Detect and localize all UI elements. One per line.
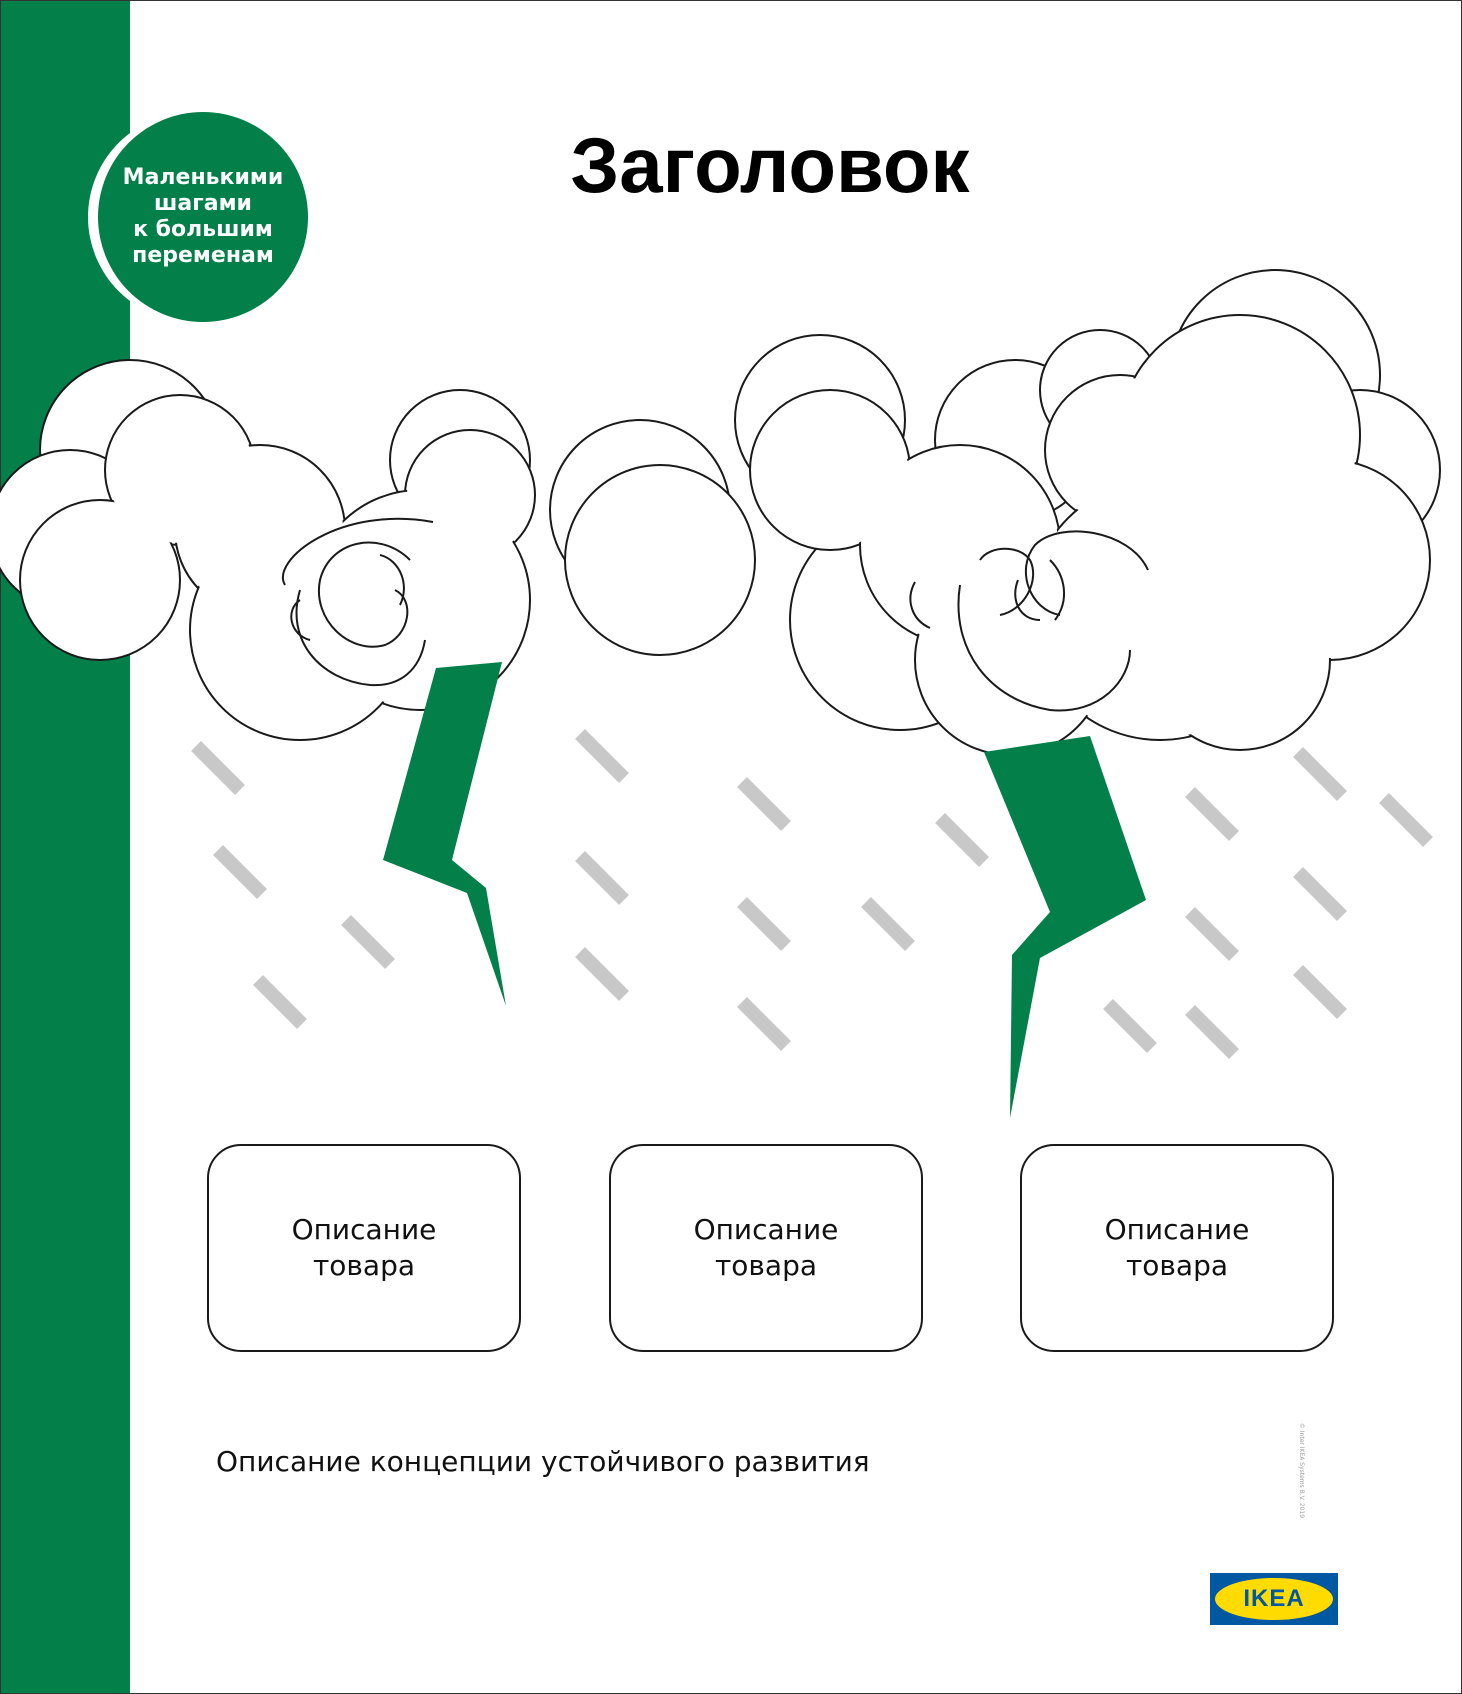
ikea-logo xyxy=(1210,1573,1338,1625)
rain-drop-icon xyxy=(1384,798,1428,842)
copyright-notice xyxy=(1298,1415,1306,1525)
lightning-bolt-icon xyxy=(383,662,506,1006)
rain-drop-icon xyxy=(580,856,624,900)
rain-drop-icon xyxy=(866,902,910,946)
rain-drops xyxy=(196,734,1428,1054)
page-title: Заголовок xyxy=(570,121,970,209)
rain-drop-icon xyxy=(580,734,624,778)
rain-drop-icon xyxy=(742,782,786,826)
copyright-text: © Inter IKEA Systems B.V. 2019 xyxy=(1298,1422,1306,1518)
product-description-label: Описание товара xyxy=(693,1213,839,1282)
product-description-box-1 xyxy=(207,1144,521,1352)
lightning-bolt-icon xyxy=(984,736,1146,1118)
product-description-label: Описание товара xyxy=(291,1213,437,1282)
product-description-box-3 xyxy=(1020,1144,1334,1352)
rain-drop-icon xyxy=(1298,970,1342,1014)
rain-drop-icon xyxy=(742,1002,786,1046)
rain-drop-icon xyxy=(196,746,240,790)
rain-drop-icon xyxy=(346,920,390,964)
rain-drop-icon xyxy=(1298,752,1342,796)
rain-drop-icon xyxy=(1108,1004,1152,1048)
slogan-badge xyxy=(98,112,308,322)
rain-drop-icon xyxy=(258,980,302,1024)
logo-oval xyxy=(1215,1578,1333,1620)
product-description-box-2 xyxy=(609,1144,923,1352)
rain-drop-icon xyxy=(742,902,786,946)
rain-drop-icon xyxy=(1190,912,1234,956)
rain-drop-icon xyxy=(940,818,984,862)
rain-drop-icon xyxy=(1298,872,1342,916)
rain-drop-icon xyxy=(580,952,624,996)
sustainability-concept-text: Описание концепции устойчивого развития xyxy=(216,1445,870,1478)
rain-drop-icon xyxy=(1190,1010,1234,1054)
slogan-text: Маленькими шагами к большим переменам xyxy=(122,165,284,268)
logo-text: IKEA xyxy=(1243,1585,1305,1612)
product-description-label: Описание товара xyxy=(1104,1213,1250,1282)
cloud-body xyxy=(22,317,1428,753)
rain-drop-icon xyxy=(1190,792,1234,836)
rain-drop-icon xyxy=(218,850,262,894)
